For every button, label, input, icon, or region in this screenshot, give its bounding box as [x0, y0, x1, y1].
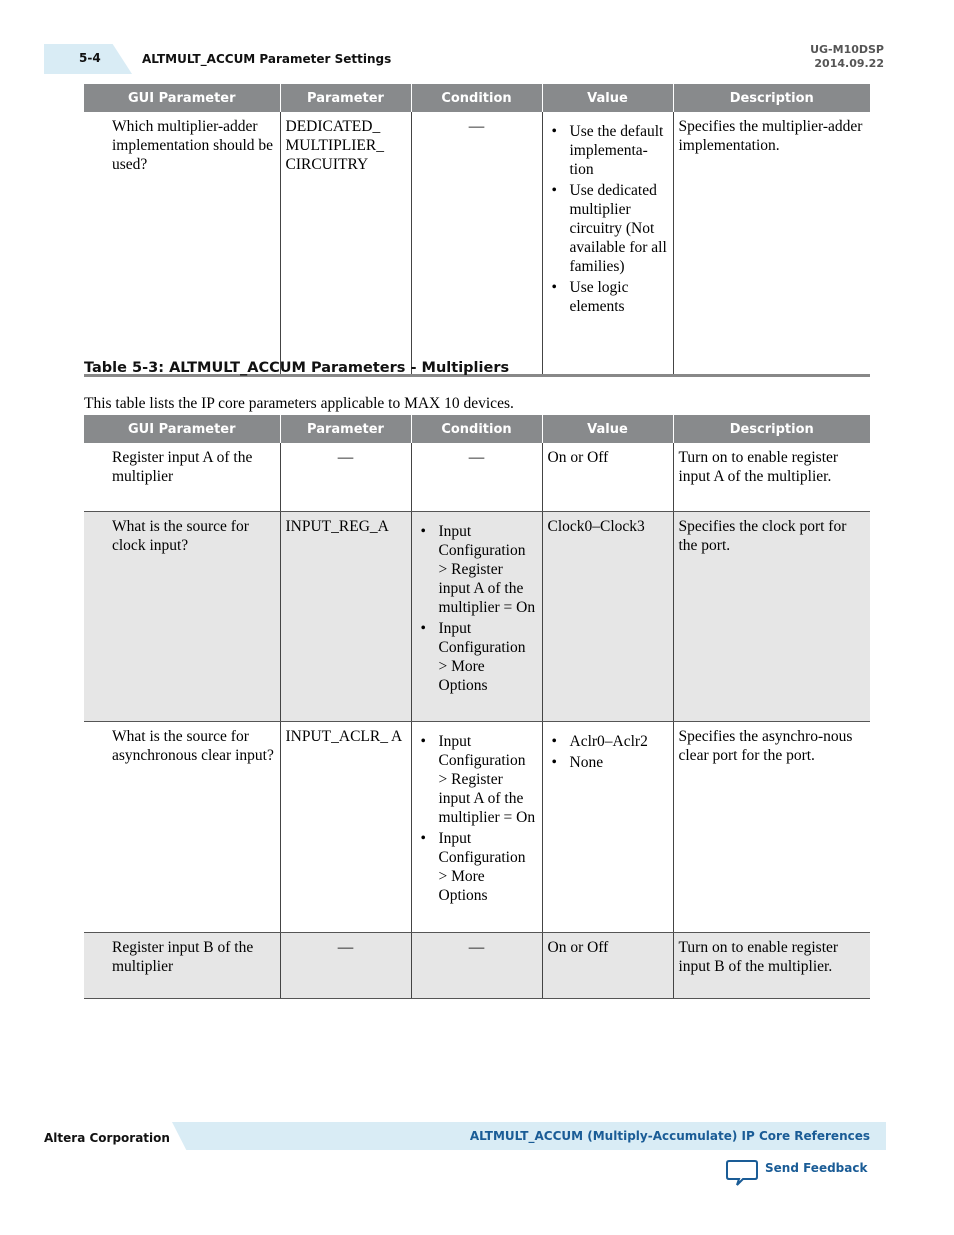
- send-feedback-label: Send Feedback: [765, 1161, 868, 1175]
- column-header: Condition: [411, 415, 542, 443]
- page-number: 5-4: [79, 51, 101, 65]
- table-header-row: [84, 415, 870, 443]
- table-header-row: [84, 84, 870, 112]
- column-header: GUI Parameter: [84, 415, 280, 443]
- parameter-cell: —: [280, 932, 411, 998]
- send-feedback-link[interactable]: [726, 1158, 866, 1188]
- column-header: Parameter: [280, 415, 411, 443]
- column-header: Value: [542, 415, 673, 443]
- value-cell: [542, 721, 673, 932]
- gui-parameter-cell: Register input B of the multiplier: [84, 932, 280, 998]
- list-item: • Aclr0–Aclr2: [548, 732, 668, 751]
- condition-cell: [411, 721, 542, 932]
- condition-cell: —: [411, 932, 542, 998]
- gui-parameter-cell: What is the source for clock input?: [84, 511, 280, 721]
- table-row: [84, 112, 870, 375]
- table-row: [84, 721, 870, 932]
- footer-doc-title-link[interactable]: ALTMULT_ACCUM (Multiply-Accumulate) IP Core References: [469, 1129, 870, 1143]
- column-header: Condition: [411, 84, 542, 112]
- list-item: • Input Configuration > More Options: [417, 829, 537, 905]
- list-item: • Use dedicated multiplier circuitry (Not available for all families): [548, 181, 668, 276]
- condition-cell: —: [411, 443, 542, 511]
- parameter-table-continued: [84, 84, 870, 377]
- column-header: Value: [542, 84, 673, 112]
- gui-parameter-cell: Which multiplier-adder implementation should be used?: [112, 118, 274, 173]
- description-cell: Turn on to enable register input B of the multiplier.: [673, 932, 870, 998]
- parameter-cell: —: [280, 443, 411, 511]
- doc-id-block: [810, 43, 884, 71]
- gui-parameter-cell: What is the source for asynchronous clear input?: [84, 721, 280, 932]
- column-header: Description: [673, 415, 870, 443]
- condition-cell: —: [411, 112, 542, 375]
- company-name: Altera Corporation: [44, 1131, 170, 1145]
- table-row: [84, 511, 870, 721]
- doc-id: UG-M10DSP: [810, 43, 884, 56]
- column-header: GUI Parameter: [84, 84, 280, 112]
- list-item: • Input Configuration > Register input A of the multiplier = On: [417, 732, 537, 827]
- column-header: Description: [673, 84, 870, 112]
- doc-date: 2014.09.22: [814, 57, 884, 70]
- list-item: • None: [548, 753, 668, 772]
- gui-parameter-cell: Register input A of the multiplier: [84, 443, 280, 511]
- description-cell: Specifies the multiplier-adder implementation.: [673, 112, 870, 375]
- description-cell: Turn on to enable register input A of the multiplier.: [673, 443, 870, 511]
- speech-bubble-icon: [726, 1158, 758, 1193]
- list-item: • Use logic elements: [548, 278, 668, 316]
- table-row: [84, 932, 870, 998]
- description-cell: Specifies the asynchro-nous clear port for the port.: [673, 721, 870, 932]
- column-header: Parameter: [280, 84, 411, 112]
- value-cell: Clock0–Clock3: [542, 511, 673, 721]
- list-item: • Use the default implementa-tion: [548, 122, 668, 179]
- list-item: • Input Configuration > Register input A of the multiplier = On: [417, 522, 537, 617]
- section-title: ALTMULT_ACCUM Parameter Settings: [142, 52, 392, 66]
- description-cell: Specifies the clock port for the port.: [673, 511, 870, 721]
- parameter-cell: DEDICATED_ MULTIPLIER_ CIRCUITRY: [280, 112, 411, 375]
- parameter-cell: INPUT_ACLR_ A: [280, 721, 411, 932]
- condition-cell: [411, 511, 542, 721]
- table-row: [84, 443, 870, 511]
- table-caption: Table 5-3: ALTMULT_ACCUM Parameters - Multipliers: [84, 360, 510, 376]
- list-item: • Input Configuration > More Options: [417, 619, 537, 695]
- value-cell: [542, 112, 673, 375]
- value-cell: On or Off: [542, 932, 673, 998]
- parameter-cell: INPUT_REG_A: [280, 511, 411, 721]
- table-intro-text: This table lists the IP core parameters applicable to MAX 10 devices.: [84, 395, 514, 412]
- parameter-table-multipliers: [84, 415, 870, 999]
- value-cell: On or Off: [542, 443, 673, 511]
